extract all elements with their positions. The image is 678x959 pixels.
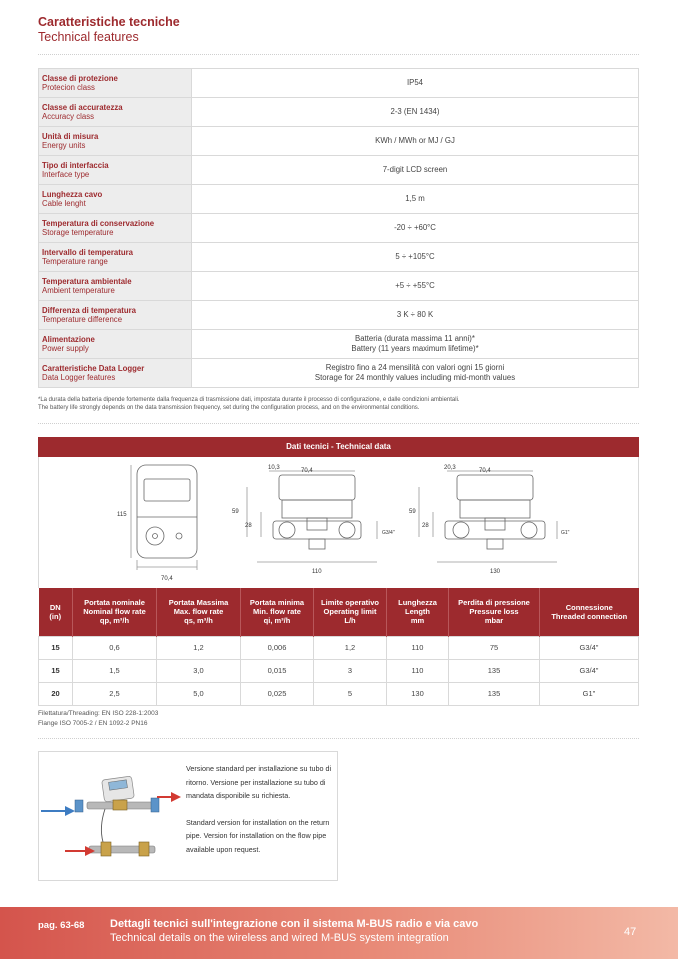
table-cell: G3/4" xyxy=(540,636,639,659)
feature-row xyxy=(39,214,639,243)
feature-label-it: Tipo di interfaccia xyxy=(42,160,109,170)
table-row xyxy=(39,636,639,659)
dim-label: G3/4" xyxy=(382,530,395,536)
feature-row xyxy=(39,359,639,388)
feature-value: 1,5 m xyxy=(405,194,425,203)
table-cell: 2,5 xyxy=(73,682,157,705)
column-header: qs, m³/h xyxy=(184,616,213,626)
column-header: Limite operativo xyxy=(321,598,379,608)
feature-row xyxy=(39,69,639,98)
feature-label-en: Storage temperature xyxy=(42,228,114,237)
table-cell: 0,015 xyxy=(241,659,314,682)
feature-row xyxy=(39,98,639,127)
feature-label-it: Temperatura di conservazione xyxy=(42,218,155,228)
feature-row xyxy=(39,301,639,330)
table-cell: 15 xyxy=(39,636,73,659)
feature-label-en: Energy units xyxy=(42,141,86,150)
dim-label: 115 xyxy=(117,512,127,518)
feature-row xyxy=(39,156,639,185)
feature-value: 5 ÷ +105°C xyxy=(395,252,435,261)
table-cell: 15 xyxy=(39,659,73,682)
column-header: Perdita di pressione xyxy=(458,598,530,608)
feature-value: Battery (11 years maximum lifetime)* xyxy=(351,344,479,353)
feature-label-en: Cable lenght xyxy=(42,199,86,208)
table-header-row xyxy=(39,588,639,636)
table-row xyxy=(39,682,639,705)
feature-label-it: Temperatura ambientale xyxy=(42,276,132,286)
column-header: Connessione xyxy=(565,602,613,612)
feature-label-it: Lunghezza cavo xyxy=(42,189,103,199)
return-pipe-illustration xyxy=(89,842,155,856)
table-cell: 3,0 xyxy=(157,659,241,682)
column-header: Portata minima xyxy=(249,598,305,608)
feature-value: KWh / MWh or MJ / GJ xyxy=(375,136,455,145)
feature-value: 3 K ÷ 80 K xyxy=(396,310,434,319)
thread-notes xyxy=(38,709,158,729)
table-cell: G1" xyxy=(540,682,639,705)
column-header: L/h xyxy=(344,616,356,626)
feature-row xyxy=(39,272,639,301)
installation-text-it: Versione standard per installazione su tubo di ritorno. Versione per installazione su tubo di mandata disponibile su richiesta. xyxy=(186,764,332,800)
footer-title-en: Technical details on the wireless and wired M-BUS system integration xyxy=(110,932,449,944)
column-header: qi, m³/h xyxy=(263,616,291,626)
feature-label-en: Accuracy class xyxy=(42,112,94,121)
column-header: Min. flow rate xyxy=(253,607,301,617)
column-header: Portata Massima xyxy=(168,598,229,608)
column-header: Operating limit xyxy=(323,607,377,617)
table-cell: 110 xyxy=(387,636,449,659)
feature-value: Storage for 24 monthly values including mid-month values xyxy=(314,373,516,382)
meter-on-pipe-illustration xyxy=(75,776,159,842)
feature-value: Batteria (durata massima 11 anni)* xyxy=(355,334,475,343)
column-header: qp, m³/h xyxy=(99,616,130,626)
feature-value: 7-digit LCD screen xyxy=(382,165,448,174)
feature-label-it: Classe di protezione xyxy=(42,73,118,83)
column-header: Portata nominale xyxy=(84,598,145,608)
column-header: mm xyxy=(410,616,425,626)
technical-drawings xyxy=(38,457,639,588)
footnote-it: *La durata della batteria dipende fortemente dalla frequenza di trasmissione dati, impostata durante il processo di configurazione, e dalle condizioni ambientali. xyxy=(38,397,460,403)
column-header: mbar xyxy=(484,616,504,626)
flange-note: Flange ISO 7005-2 / EN 1092-2 PN16 xyxy=(38,720,148,727)
feature-row xyxy=(39,127,639,156)
section-title-it: Caratteristiche tecniche xyxy=(38,15,180,29)
feature-row xyxy=(39,330,639,359)
footer-title-it: Dettagli tecnici sull'integrazione con il sistema M-BUS radio e via cavo xyxy=(110,918,479,930)
meter-drawings-svg xyxy=(39,457,638,588)
table-cell: 135 xyxy=(449,682,540,705)
table-cell: G3/4" xyxy=(540,659,639,682)
column-header: Threaded connection xyxy=(551,611,628,621)
column-header: Nominal flow rate xyxy=(83,607,146,617)
feature-label-it: Differenza di temperatura xyxy=(42,305,137,315)
dim-label: G1" xyxy=(561,530,570,536)
technical-data-header: Dati tecnici - Technical data xyxy=(38,437,639,457)
table-cell: 130 xyxy=(387,682,449,705)
table-cell: 5 xyxy=(314,682,387,705)
divider xyxy=(38,738,639,739)
dim-label: 20,3 xyxy=(444,465,456,471)
battery-footnote xyxy=(38,397,638,412)
installation-box xyxy=(38,751,338,881)
footnote-en: The battery life strongly depends on the data transmission frequency, set during the configuration process, and on the environmental conditions. xyxy=(38,404,420,411)
divider xyxy=(38,423,639,424)
table-cell: 135 xyxy=(449,659,540,682)
dim-label: 70,4 xyxy=(479,468,491,474)
feature-value: IP54 xyxy=(406,78,424,87)
side-view-110-drawing xyxy=(247,471,377,562)
front-view-drawing xyxy=(131,465,197,570)
column-header: (in) xyxy=(49,611,62,621)
dim-label: 70,4 xyxy=(161,576,173,582)
table-cell: 75 xyxy=(449,636,540,659)
feature-row xyxy=(39,185,639,214)
flow-arrow-blue-icon xyxy=(41,806,75,816)
dim-label: 70,4 xyxy=(301,468,313,474)
dim-label: 28 xyxy=(422,523,429,529)
dim-label: 59 xyxy=(409,509,416,515)
threading-note: Filettatura/Threading: EN ISO 228-1:2003 xyxy=(38,710,159,717)
column-header: Lunghezza xyxy=(398,598,437,608)
page-footer xyxy=(0,907,678,959)
table-cell: 1,2 xyxy=(314,636,387,659)
column-header: Pressure loss xyxy=(469,607,519,617)
feature-label-en: Power supply xyxy=(42,344,89,353)
feature-label-it: Alimentazione xyxy=(42,334,95,344)
dim-label: 10,3 xyxy=(268,465,280,471)
feature-label-en: Interface type xyxy=(42,170,90,179)
feature-label-en: Ambient temperature xyxy=(42,286,115,295)
table-cell: 20 xyxy=(39,682,73,705)
feature-label-it: Caratteristiche Data Logger xyxy=(42,363,145,373)
feature-value: 2-3 (EN 1434) xyxy=(390,107,440,116)
feature-label-en: Temperature range xyxy=(42,257,108,266)
column-header: Length xyxy=(405,607,430,617)
feature-label-en: Protecion class xyxy=(42,83,95,92)
divider xyxy=(38,54,639,55)
feature-label-en: Temperature difference xyxy=(42,315,123,324)
page-number: 47 xyxy=(624,926,637,938)
installation-text xyxy=(186,762,336,869)
side-view-130-drawing xyxy=(419,471,557,562)
dim-label: 59 xyxy=(232,509,239,515)
feature-label-it: Classe di accuratezza xyxy=(42,102,123,112)
feature-value: +5 ÷ +55°C xyxy=(395,281,435,290)
feature-label-en: Data Logger features xyxy=(42,373,116,382)
table-cell: 1,5 xyxy=(73,659,157,682)
section-title-en: Technical features xyxy=(38,30,139,44)
dim-label: 110 xyxy=(312,569,322,575)
table-cell: 110 xyxy=(387,659,449,682)
table-cell: 0,6 xyxy=(73,636,157,659)
features-table xyxy=(38,68,639,388)
technical-data-table xyxy=(38,588,639,706)
flow-arrow-red-icon xyxy=(157,792,181,802)
footer-page-reference[interactable]: pag. 63-68 xyxy=(38,920,85,931)
dim-label: 130 xyxy=(490,569,501,575)
table-cell: 0,025 xyxy=(241,682,314,705)
column-header: Max. flow rate xyxy=(173,607,224,617)
table-cell: 5,0 xyxy=(157,682,241,705)
feature-value: Registro fino a 24 mensilità con valori ogni 15 giorni xyxy=(325,363,505,372)
table-cell: 3 xyxy=(314,659,387,682)
dim-label: 28 xyxy=(245,523,252,529)
installation-text-en: Standard version for installation on the return pipe. Version for installation on the flow pipe available upon request. xyxy=(186,817,330,854)
column-header: DN xyxy=(49,602,61,612)
table-cell: 0,006 xyxy=(241,636,314,659)
installation-illustration xyxy=(39,752,185,880)
feature-row xyxy=(39,243,639,272)
feature-value: -20 ÷ +60°C xyxy=(394,223,436,232)
feature-label-it: Intervallo di temperatura xyxy=(42,247,133,257)
table-cell: 1,2 xyxy=(157,636,241,659)
table-row xyxy=(39,659,639,682)
feature-label-it: Unità di misura xyxy=(42,131,99,141)
